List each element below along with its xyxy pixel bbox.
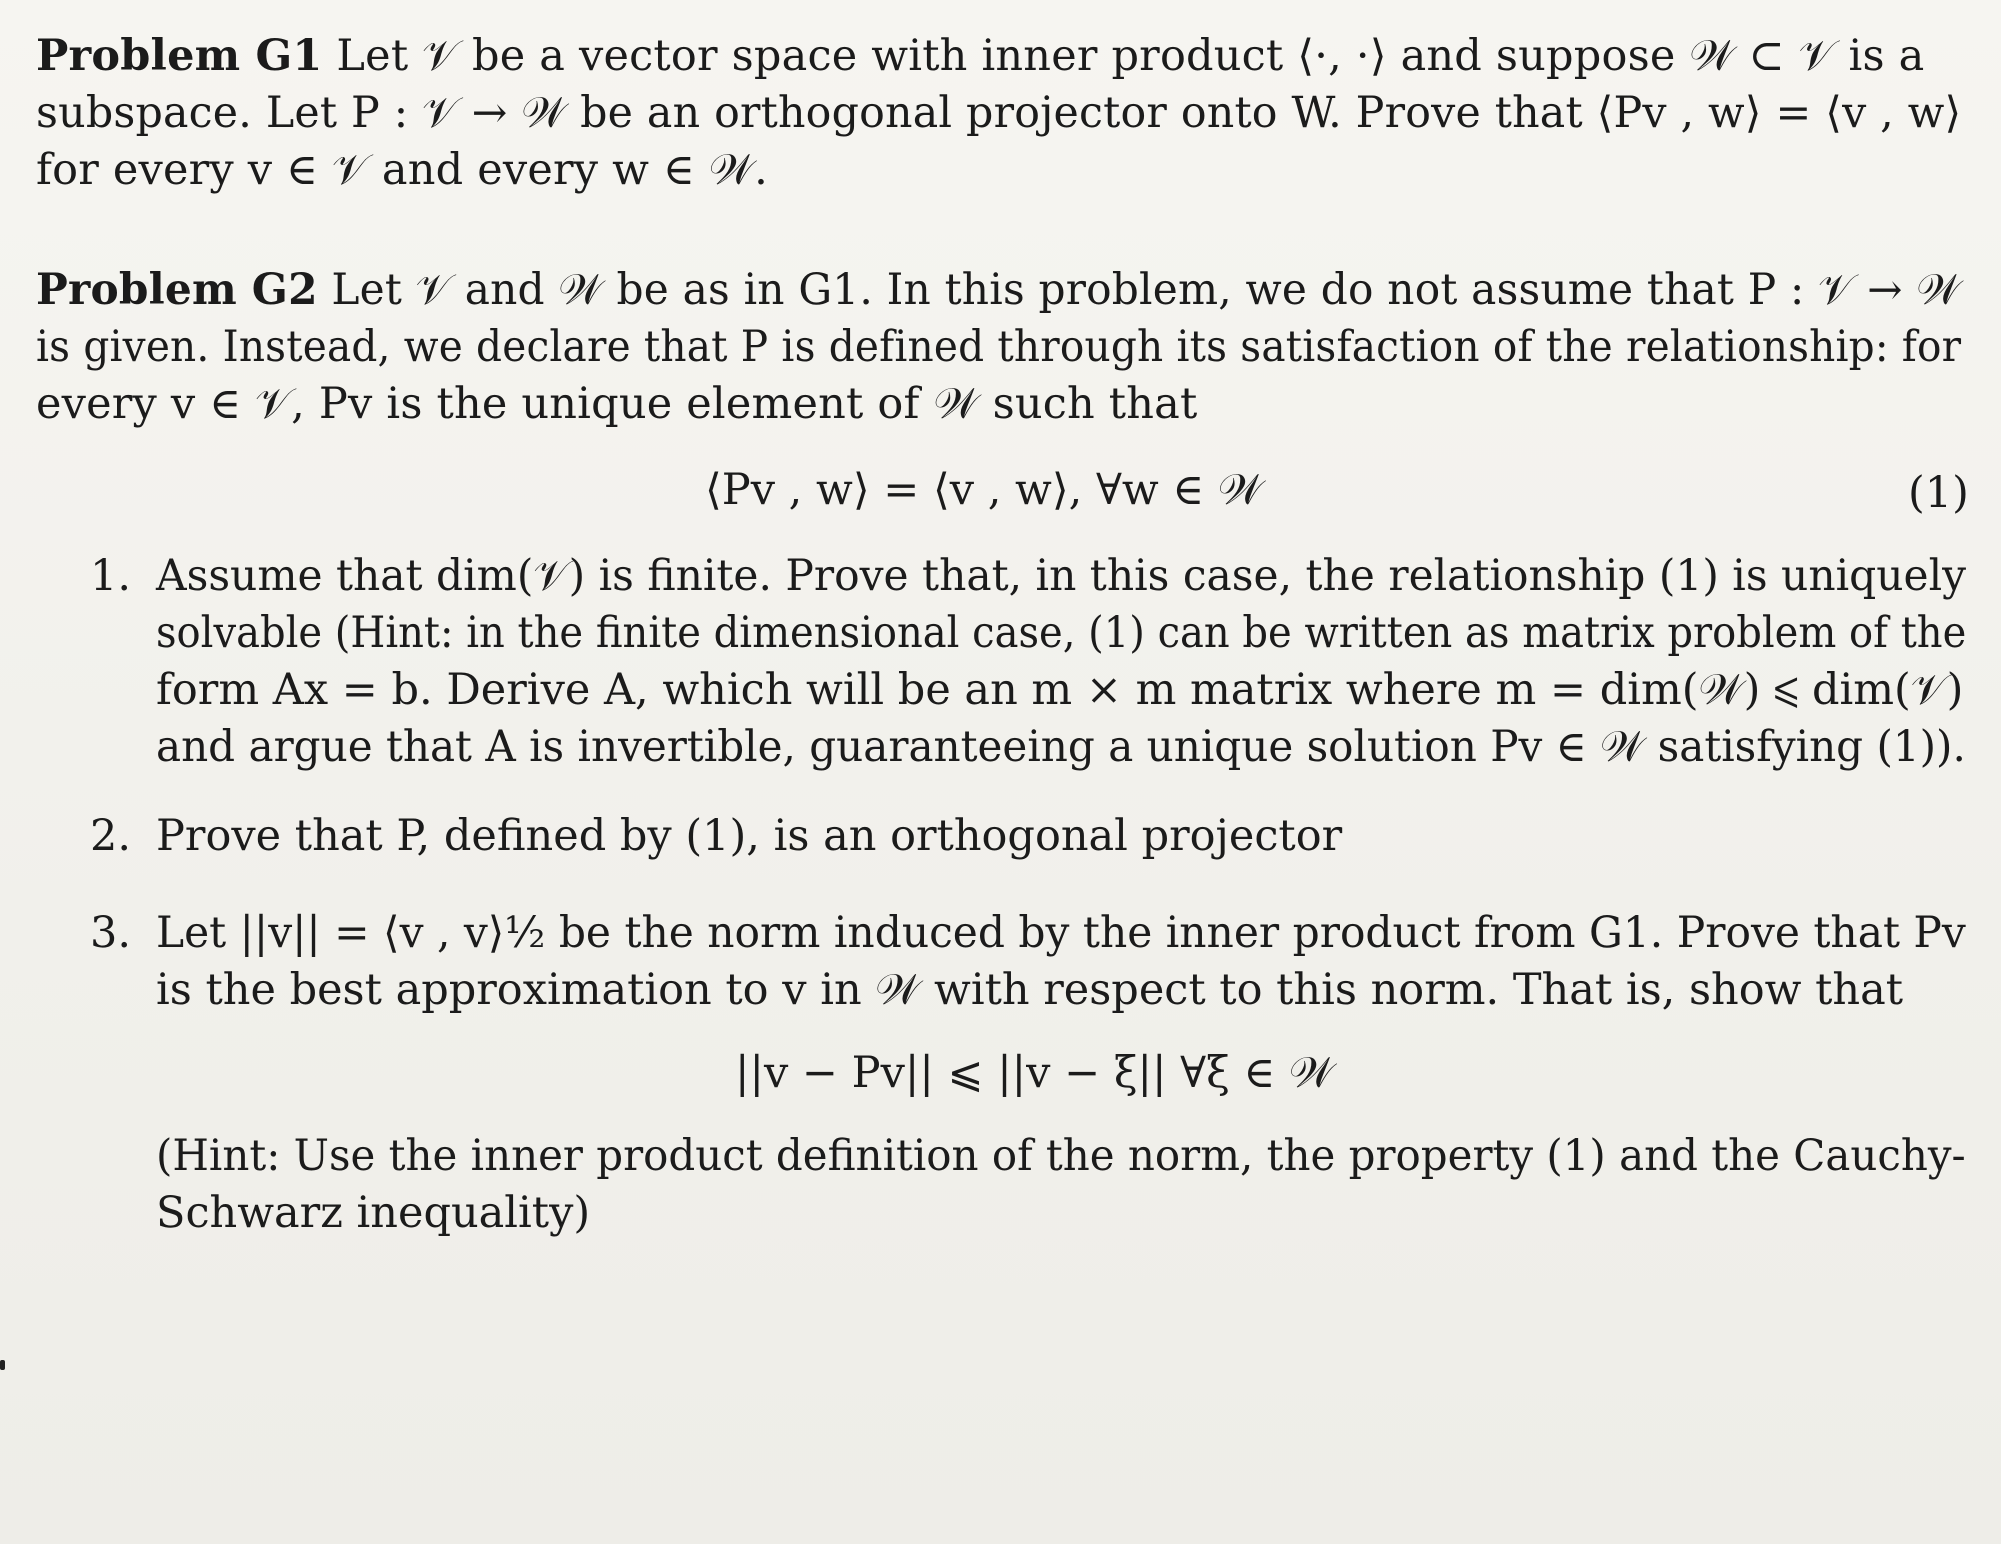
problem-g1-line-1	[36, 28, 1961, 85]
list-item-3-hint-body	[156, 1128, 1966, 1242]
list-item-1-line-4: and argue that A is invertible, guaranteeing a unique solution Pv ∈ 𝒲 satisfying (1)).	[156, 722, 1966, 772]
list-item-3-line-1: Let ||v|| = ⟨v , v⟩½ be the norm induced by the inner product from G1. Prove that Pv	[156, 908, 1966, 958]
list-item-3-line-2: is the best approximation to v in 𝒲 with respect to this norm. That is, show that	[156, 965, 1903, 1015]
problem-g1-text-1: Let 𝒱 be a vector space with inner product ⟨·, ·⟩ and suppose 𝒲 ⊂ 𝒱 is a	[336, 31, 1925, 81]
list-item-1-line-2: solvable (Hint: in the finite dimensional case, (1) can be written as matrix problem of the	[156, 608, 1967, 658]
problem-g2	[36, 262, 1961, 433]
list-item-1-line-3: form Ax = b. Derive A, which will be an m × m matrix where m = dim(𝒲) ⩽ dim(𝒱)	[156, 665, 1964, 715]
problem-g1	[36, 28, 1961, 199]
list-item-1-body	[156, 548, 1966, 776]
list-item-1-number: 1.	[90, 551, 132, 601]
problem-g2-heading: Problem G2	[36, 265, 318, 315]
problem-g1-line-3: for every v ∈ 𝒱 and every w ∈ 𝒲.	[36, 145, 769, 195]
hint-line-2: Schwarz inequality)	[156, 1188, 591, 1238]
inequality-equation: ||v − Pv|| ⩽ ||v − ξ|| ∀ξ ∈ 𝒲	[735, 1048, 1335, 1098]
list-item-1-line-1: Assume that dim(𝒱) is finite. Prove that, in this case, the relationship (1) is uniquely	[156, 551, 1967, 601]
hint-line-1: (Hint: Use the inner product definition of the norm, the property (1) and the Cauchy-	[156, 1131, 1966, 1181]
list-item-2-number: 2.	[90, 811, 132, 861]
list-item-3-body	[156, 905, 1966, 1019]
equation-1: ⟨Pv , w⟩ = ⟨v , w⟩, ∀w ∈ 𝒲	[705, 465, 1263, 515]
list-item-2-line-1: Prove that P, defined by (1), is an orthogonal projector	[156, 811, 1343, 861]
list-item-3-number: 3.	[90, 908, 132, 958]
problem-g2-line-2: is given. Instead, we declare that P is defined through its satisfaction of the relationship: for	[36, 322, 1962, 372]
problem-g2-line-1	[36, 262, 1961, 319]
problem-g2-text-1: Let 𝒱 and 𝒲 be as in G1. In this problem, we do not assume that P : 𝒱 → 𝒲	[331, 265, 1961, 315]
list-item-2-body	[156, 808, 1966, 865]
equation-number: (1)	[1908, 468, 1969, 518]
scan-speck	[0, 1360, 5, 1370]
problem-g1-heading: Problem G1	[36, 31, 323, 81]
problem-g2-line-3: every v ∈ 𝒱, Pv is the unique element of 𝒲 such that	[36, 379, 1198, 429]
problem-g1-line-2: subspace. Let P : 𝒱 → 𝒲 be an orthogonal projector onto W. Prove that ⟨Pv , w⟩ = ⟨v , w⟩	[36, 88, 1962, 138]
